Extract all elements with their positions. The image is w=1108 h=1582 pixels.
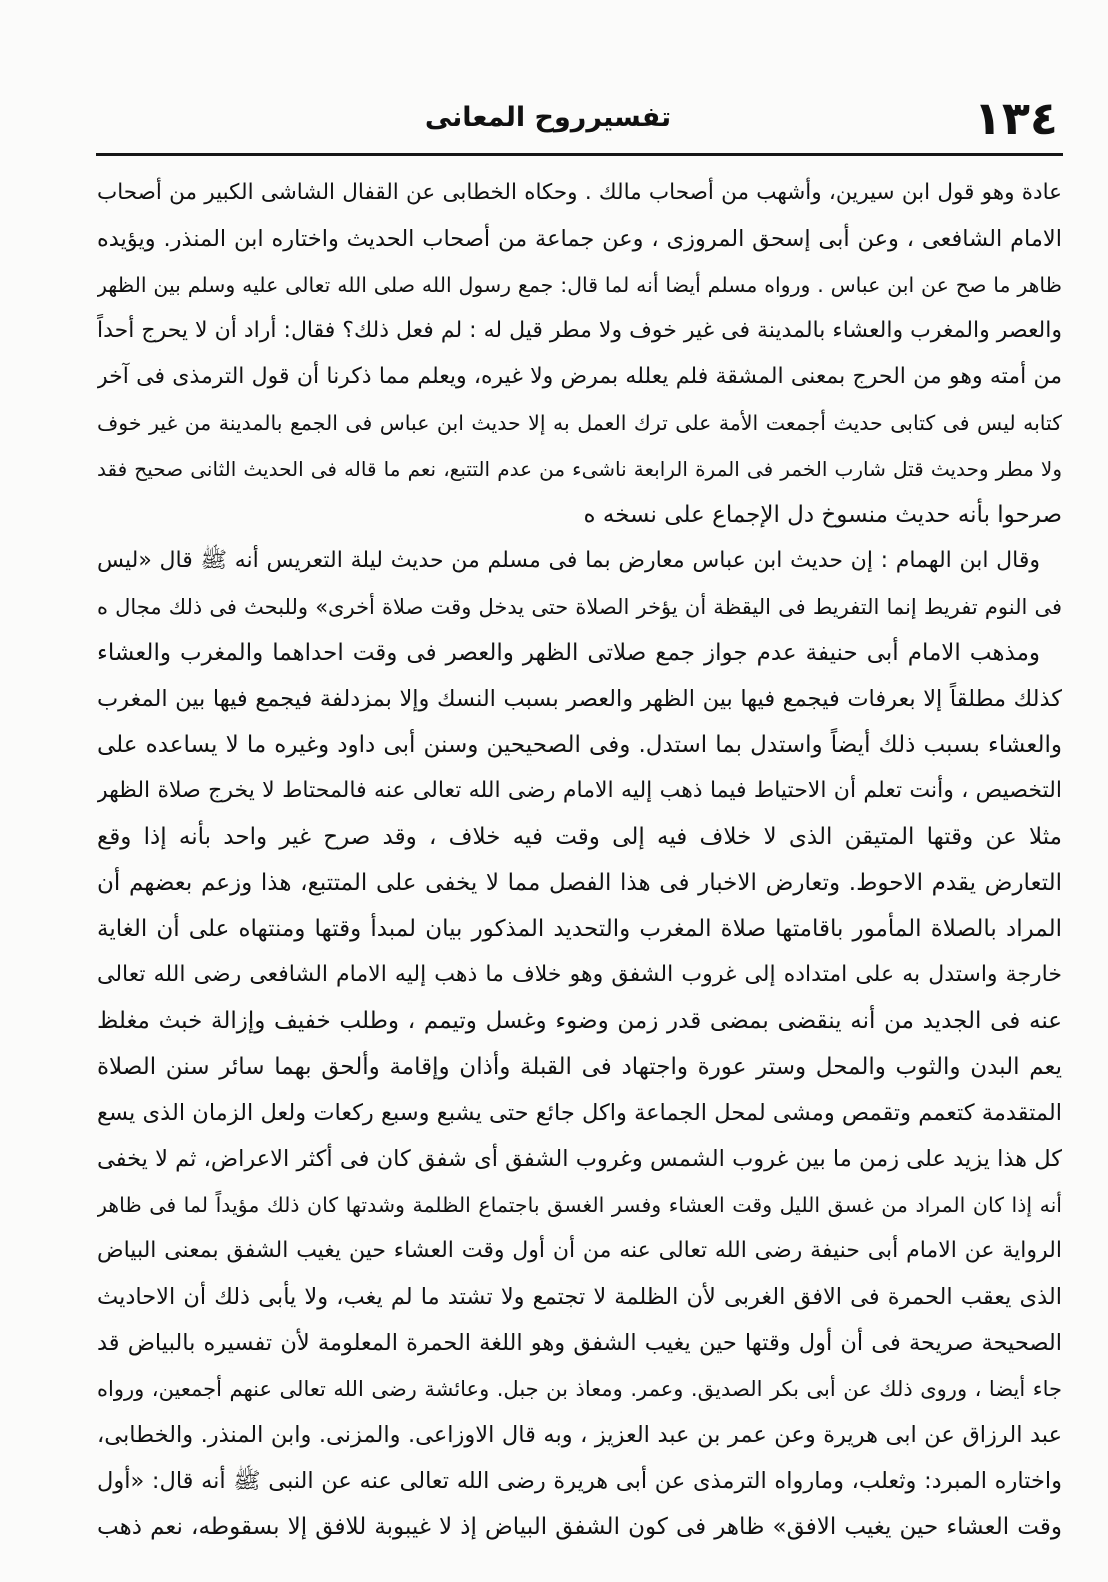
paragraph-first-line: وقال ابن الهمام : إن حديث ابن عباس معارض بما فى مسلم من حديث ليلة التعريس أنه ﷺ قال «ليس [97, 548, 1040, 573]
text-line: كذلك مطلقاً إلا بعرفات فيجمع فيها بين الظهر والعصر بسبب النسك وإلا بمزدلفة فيجمع فيها بين المغرب [97, 686, 1062, 712]
text-line: يعم البدن والثوب والمحل وستر عورة واجتهاد فى القبلة وأذان وإقامة وألحق بهما سائر سنن الصلاة [97, 1054, 1062, 1080]
paragraph-first-line: ومذهب الامام أبى حنيفة عدم جواز جمع صلاتى الظهر والعصر فى وقت احداهما والمغرب والعشاء [97, 640, 1040, 666]
text-line: والعصر والمغرب والعشاء بالمدينة فى غير خوف ولا مطر قيل له : لم فعل ذلك؟ فقال: أراد أن لا يحرج أحداً [97, 318, 1062, 343]
text-line: الصحيحة صريحة فى أن أول وقتها حين يغيب الشفق وهو اللغة الحمرة المعلومة لأن تفسيره بالبياض قد [97, 1330, 1062, 1356]
text-line: فى النوم تفريط إنما التفريط فى اليقظة أن يؤخر الصلاة حتى يدخل وقت صلاة أخرى» وللبحث فى ذلك مجال ه [97, 595, 1062, 619]
text-line: الذى يعقب الحمرة فى الافق الغربى لأن الظلمة لا تجتمع ولا تشتد ما لم يغب، ولا يأبى ذلك أن الاحاديث [97, 1284, 1062, 1310]
text-line: واختاره المبرد: وثعلب، ومارواه الترمذى عن أبى هريرة رضى الله تعالى عنه عن النبى ﷺ أنه قال: «أول [97, 1468, 1062, 1494]
text-line: المتقدمة كتعمم وتقمص ومشى لمحل الجماعة واكل جائع حتى يشبع وسبع ركعات ولعل الزمان الذى يسع [97, 1100, 1062, 1126]
text-line: ولا مطر وحديث قتل شارب الخمر فى المرة الرابعة ناشىء من عدم التتبع، نعم ما قاله فى الحديث الثانى صحيح فقد [97, 457, 1062, 481]
header-rule [96, 153, 1063, 156]
text-line: عبد الرزاق عن ابى هريرة وعن عمر بن عبد العزيز ، وبه قال الاوزاعى. والمزنى. وابن المنذر. والخطابى، [97, 1422, 1062, 1448]
text-line: وقت العشاء حين يغيب الافق» ظاهر فى كون الشفق البياض إذ لا غيبوبة للافق إلا بسقوطه، نعم ذهب [97, 1514, 1062, 1540]
text-line: المراد بالصلاة المأمور باقامتها صلاة المغرب والتحديد المذكور بيان لمبدأ وقتها ومنتهاه على أن الغاية [97, 916, 1062, 942]
text-line: كتابه ليس فى كتابى حديث أجمعت الأمة على ترك العمل به إلا حديث ابن عباس فى الجمع بالمدينة من غير خوف [97, 411, 1062, 435]
text-line: جاء أيضا ، وروى ذلك عن أبى بكر الصديق. وعمر. ومعاذ بن جبل. وعائشة رضى الله تعالى عنهم أجمعين، ورواه [97, 1377, 1062, 1401]
text-line: من أمته وهو من الحرج بمعنى المشقة فلم يعلله بمرض ولا غيره، ويعلم مما ذكرنا أن قول الترمذى فى آخر [97, 364, 1062, 389]
body-text [97, 170, 1062, 1550]
text-line: كل هذا يزيد على زمن ما بين غروب الشمس وغروب الشفق أى شفق كان فى أكثر الاعراض، ثم لا يخفى [97, 1146, 1062, 1172]
text-line: مثلا عن وقتها المتيقن الذى لا خلاف فيه إلى وقت فيه خلاف ، وقد صرح غير واحد بأنه إذا وقع [97, 824, 1062, 850]
running-title: تفسيرروح المعانى [424, 102, 672, 133]
text-line: التعارض يقدم الاحوط. وتعارض الاخبار فى هذا الفصل مما لا يخفى على المتتبع، هذا وزعم بعضهم أن [97, 870, 1062, 896]
text-line: التخصيص ، وأنت تعلم أن الاحتياط فيما ذهب إليه الامام رضى الله تعالى عنه فالمحتاط لا يخرج صلاة الظهر [97, 778, 1062, 803]
text-line: الامام الشافعى ، وعن أبى إسحق المروزى ، وعن جماعة من أصحاب الحديث واختاره ابن المنذر. ويؤيده [97, 226, 1062, 252]
text-line: عنه فى الجديد من أنه ينقضى بمضى قدر زمن وضوء وغسل وتيمم ، وطلب خفيف وإزالة خبث مغلظ [97, 1008, 1062, 1034]
text-line: خارجة واستدل به على امتداده إلى غروب الشفق وهو خلاف ما ذهب إليه الامام الشافعى رضى الله تعالى [97, 962, 1062, 987]
text-line: والعشاء بسبب ذلك أيضاً واستدل بما استدل. وفى الصحيحين وسنن أبى داود وغيره ما لا يساعده على [97, 732, 1062, 758]
text-line: عادة وهو قول ابن سيرين، وأشهب من أصحاب مالك . وحكاه الخطابى عن القفال الشاشى الكبير من أصحاب [97, 180, 1062, 205]
text-line: الرواية عن الامام أبى حنيفة رضى الله تعالى عنه من أن أول وقت العشاء حين يغيب الشفق بمعنى البياض [97, 1238, 1062, 1263]
page-number: ١٣٤ [973, 91, 1058, 145]
text-line: أنه إذا كان المراد من غسق الليل وقت العشاء وفسر الغسق باجتماع الظلمة وشدتها كان ذلك مؤيداً لما فى ظاهر [97, 1193, 1062, 1217]
paragraph-last-line: صرحوا بأنه حديث منسوخ دل الإجماع على نسخه ه [583, 502, 1062, 528]
text-line: ظاهر ما صح عن ابن عباس . ورواه مسلم أيضا أنه لما قال: جمع رسول الله صلى الله تعالى عليه وسلم بين الظهر [97, 273, 1062, 297]
